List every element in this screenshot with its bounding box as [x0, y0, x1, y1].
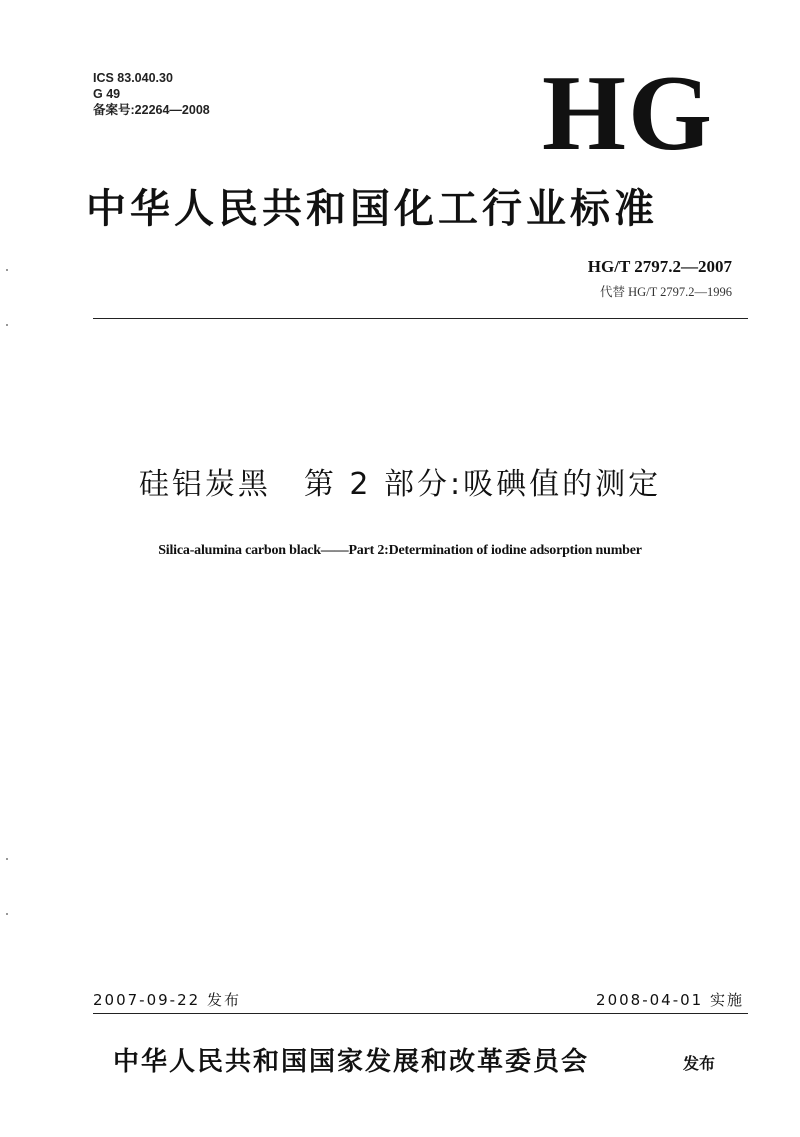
scan-speck	[6, 913, 8, 915]
document-title-en: Silica-alumina carbon black——Part 2:Determination of iodine adsorption number	[158, 543, 642, 558]
replaces-standard: 代替 HG/T 2797.2—1996	[599, 285, 732, 299]
hg-logo: HG	[541, 54, 714, 173]
bottom-divider	[93, 1013, 748, 1014]
top-divider	[93, 318, 748, 319]
implementation-date: 2008-04-01 实施	[596, 991, 744, 1009]
classification-block	[93, 70, 210, 118]
scan-speck	[6, 858, 8, 860]
scan-speck	[6, 269, 8, 271]
record-number: 备案号:22264—2008	[93, 103, 210, 117]
class-code: G 49	[93, 87, 121, 101]
issue-date: 2007-09-22 发布	[93, 991, 241, 1009]
publisher-name: 中华人民共和国国家发展和改革委员会	[113, 1047, 590, 1077]
document-title-zh: 硅铝炭黑 第 2 部分:吸碘值的测定	[138, 467, 662, 502]
ics-code: ICS 83.040.30	[93, 71, 173, 85]
scan-speck	[6, 324, 8, 326]
authority-title: 中华人民共和国化工行业标准	[86, 186, 658, 232]
publish-label: 发布	[683, 1054, 716, 1073]
standard-number: HG/T 2797.2—2007	[587, 257, 732, 276]
